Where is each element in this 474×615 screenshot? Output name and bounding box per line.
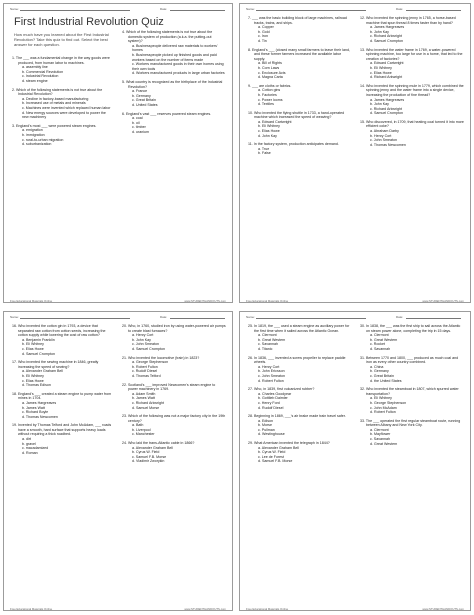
- answer-option[interactable]: c. timber: [132, 125, 146, 130]
- answer-option[interactable]: a. Alexander Graham Bell: [258, 445, 299, 450]
- question-column: [122, 324, 226, 468]
- question-item: [360, 84, 464, 116]
- answer-option[interactable]: b. Germany: [370, 369, 389, 374]
- question-item: [248, 324, 350, 352]
- answer-option[interactable]: d. Thomas Telford: [132, 373, 161, 378]
- answer-option[interactable]: d. Great Western: [370, 441, 398, 446]
- question-text: 24. Who laid the trans-Atlantic cable in 1866?: [122, 441, 195, 446]
- answer-option[interactable]: b. Morse: [258, 423, 272, 428]
- answer-option[interactable]: d. United States: [132, 102, 158, 107]
- question-text: 17. Who invented the sewing machine in 1846, greatly increasing the speed of sewing?: [12, 360, 99, 369]
- name-label: Name:: [10, 7, 19, 11]
- question-item: [122, 112, 226, 135]
- answer-option[interactable]: c. Iron: [258, 34, 268, 39]
- question-text: 13. Who invented the water frame in 1769, a water-powered spinning machine, too large for use in a home, that led to the creation of factories?: [360, 47, 463, 61]
- question-item: [122, 324, 226, 352]
- name-line: [256, 318, 366, 319]
- answer-option[interactable]: d. Savannah: [370, 346, 391, 351]
- date-label: Date:: [160, 315, 168, 319]
- footer-right: www.STUDENTHANDOUTS.com: [184, 607, 226, 611]
- answer-option[interactable]: a. Charles Goodyear: [258, 391, 292, 396]
- question-item: [248, 48, 350, 80]
- answer-option[interactable]: d. Robert Fulton: [370, 410, 396, 415]
- answer-option[interactable]: a. assembly line: [22, 65, 48, 70]
- answer-option[interactable]: a. Edward Cartwright: [370, 61, 404, 66]
- answer-option[interactable]: d. Workers manufactured products in large urban factories: [132, 71, 225, 76]
- question-text: 15. Who discovered, in 1709, that heating coal turned it into more efficient coke?: [360, 119, 464, 129]
- question-item: [12, 56, 112, 84]
- question-item: [248, 441, 350, 464]
- answer-option[interactable]: b. Great Western: [258, 337, 286, 342]
- question-text: 8. England's ___ (closed many small farmers to leave their land, and these former farmers increased the available labor supply.: [248, 47, 350, 61]
- answer-option[interactable]: b. James Watt: [22, 405, 45, 410]
- answer-option[interactable]: d. suburbanization: [22, 142, 52, 147]
- question-text: 12. Who invented the spinning jenny in 1765, a horse-based machine that spun thread 8 times faster than by hand?: [360, 16, 456, 25]
- answer-option[interactable]: a. Clermont: [370, 427, 389, 432]
- answer-option[interactable]: a. James Hargreaves: [370, 25, 405, 30]
- answer-option[interactable]: a. Henry Cort: [258, 364, 280, 369]
- question-item: [122, 80, 226, 108]
- answer-option[interactable]: a. emigration: [22, 128, 43, 133]
- question-column: [12, 56, 112, 151]
- answer-option[interactable]: b. James Watt: [132, 396, 155, 401]
- name-line: [20, 318, 130, 319]
- date-label: Date:: [160, 7, 168, 11]
- question-item: [360, 356, 464, 384]
- question-item: [122, 356, 226, 379]
- answer-option[interactable]: c. rural-to-urban migration: [22, 137, 64, 142]
- question-item: [12, 88, 112, 120]
- date-line: [170, 318, 225, 319]
- question-text: 10. Who invented the flying shuttle in 1733, a hand-operated machine which increased the speed of weaving?: [248, 110, 345, 120]
- question-text: 3. England's most ___ were powered steam engines.: [12, 123, 97, 128]
- question-text: 30. In 1838, the ___ was the first ship to sail across the Atlantic on steam power alone, completing the trip in 15 days.: [360, 324, 461, 333]
- date-line: [406, 318, 461, 319]
- answer-option[interactable]: c. Richard Arkwright: [132, 400, 164, 405]
- answer-option[interactable]: a. China: [370, 364, 384, 369]
- footer-left: Free Educational Materials Online: [246, 607, 289, 611]
- name-label: Name:: [10, 315, 19, 319]
- answer-option[interactable]: d. Samuel Morse: [132, 405, 160, 410]
- answer-option[interactable]: d. Samuel F.B. Morse: [258, 459, 293, 464]
- question-item: [360, 387, 464, 415]
- worksheet-page-2: [239, 3, 471, 303]
- question-item: [122, 414, 226, 437]
- answer-option[interactable]: b. Commercial Revolution: [22, 69, 64, 74]
- answer-option[interactable]: c. Richard Arkwright: [370, 34, 402, 39]
- answer-option[interactable]: c. John McAdam: [370, 405, 397, 410]
- answer-option[interactable]: a. Benjamin Franklin: [22, 337, 55, 342]
- answer-option[interactable]: d. Textiles: [258, 102, 274, 107]
- answer-option[interactable]: a. Decline in factory-based manufacturing: [22, 96, 89, 101]
- answer-option[interactable]: a. France: [132, 89, 148, 94]
- answer-option[interactable]: d. Richard Arkwright: [370, 75, 403, 80]
- answer-option[interactable]: b. Factories: [258, 92, 277, 97]
- question-text: 19. Invented by Thomas Telford and John McAdam, ___ roads have a smooth, hard surface that supports heavy loads without requiring a thick roadbed.: [12, 423, 112, 437]
- question-text: 23. Which of the following was not a major factory city in the 19th century?: [122, 414, 226, 423]
- answer-option[interactable]: b. Eli Whitney: [258, 124, 280, 129]
- answer-option[interactable]: c. Samuel F.B. Morse: [132, 454, 167, 459]
- question-column: [12, 324, 114, 459]
- answer-option[interactable]: c. Elias Howe: [22, 346, 44, 351]
- question-text: 21. Who invented the locomotive (train) in 1823?: [122, 355, 200, 360]
- worksheet-page-1: [3, 3, 233, 303]
- answer-option[interactable]: a. Alexander Graham Bell: [132, 445, 173, 450]
- answer-option[interactable]: a. coal: [132, 116, 143, 121]
- question-text: 2. Which of the following statements is not true about the Industrial Revolution?: [12, 87, 103, 97]
- question-item: [248, 84, 350, 107]
- answer-option[interactable]: b. Liverpool: [132, 427, 151, 432]
- question-column: [360, 324, 464, 450]
- answer-option[interactable]: b. John Kay: [370, 29, 389, 34]
- answer-option[interactable]: c. Elias Howe: [22, 378, 44, 383]
- question-text: 18. England's ___ created a steam engine to pump water from mines in 1704.: [12, 391, 112, 401]
- answer-option[interactable]: a. Cotton gins: [258, 88, 281, 93]
- question-item: [248, 111, 350, 139]
- question-text: 5. What country is recognized as the birthplace of the Industrial Revolution?: [122, 79, 223, 89]
- answer-option[interactable]: a. Bill of Rights: [258, 61, 282, 66]
- question-item: [248, 414, 350, 437]
- question-item: [12, 124, 112, 147]
- question-item: [122, 441, 226, 464]
- question-text: 22. Scotland's ___ improved Newcomen's steam engine to power machinery in 1769.: [122, 382, 216, 392]
- answer-option[interactable]: c. Pullman: [258, 427, 275, 432]
- answer-option[interactable]: b. Mayflower: [370, 432, 391, 437]
- footer-left: Free Educational Materials Online: [246, 299, 289, 303]
- question-text: 29. What American invented the telegraph in 1844?: [248, 441, 330, 446]
- question-text: 1. The ___ was a fundamental change in the way goods were produced, from human labor to machines.: [12, 56, 110, 65]
- footer-right: www.STUDENTHANDOUTS.com: [184, 299, 226, 303]
- answer-option[interactable]: d. Robert Fulton: [258, 378, 284, 383]
- answer-option[interactable]: a. Alexander Graham Bell: [22, 369, 63, 374]
- answer-option[interactable]: c. Rudolf Diesel: [132, 369, 158, 374]
- answer-option[interactable]: c. Elias Howe: [370, 70, 392, 75]
- answer-option[interactable]: d. Thomas Edison: [22, 383, 51, 388]
- answer-option[interactable]: a. Edison: [258, 418, 273, 423]
- answer-option[interactable]: c. Great Britain: [370, 373, 394, 378]
- answer-option[interactable]: b. John Ericsson: [258, 369, 285, 374]
- answer-option[interactable]: a. Businesspeople delivered raw materials to workers' homes: [132, 43, 218, 53]
- question-item: [248, 16, 350, 44]
- answer-option[interactable]: d. uranium: [132, 129, 149, 134]
- answer-option[interactable]: c. Machines were invented which replaced human labor: [22, 105, 111, 110]
- answer-option[interactable]: a. Eli Whitney: [370, 396, 392, 401]
- question-item: [12, 392, 114, 420]
- answer-option[interactable]: a. Henry Cort: [132, 333, 154, 338]
- answer-option[interactable]: c. John Smeaton: [132, 342, 159, 347]
- answer-option[interactable]: b. Germany: [132, 93, 151, 98]
- name-label: Name:: [246, 7, 255, 11]
- question-text: 11. In the factory system, production anticipates demand.: [248, 142, 339, 147]
- answer-option[interactable]: c. Enclosure Acts: [258, 70, 286, 75]
- answer-option[interactable]: c. Savannah: [258, 342, 278, 347]
- name-label: Name:: [246, 315, 255, 319]
- question-text: 6. England's vast ___ reserves powered steam engines.: [122, 111, 212, 116]
- question-item: [12, 423, 114, 455]
- answer-option[interactable]: c. macadamized: [22, 446, 49, 451]
- answer-option[interactable]: c. Manchester: [132, 432, 155, 437]
- answer-option[interactable]: b. Cyrus W. Field: [132, 450, 160, 455]
- name-line: [256, 10, 366, 11]
- date-label: Date:: [396, 7, 404, 11]
- answer-option[interactable]: a. True: [258, 146, 270, 151]
- date-line: [170, 10, 225, 11]
- answer-option[interactable]: c. Great Britain: [132, 98, 156, 103]
- answer-option[interactable]: b. Gottlieb Daimler: [258, 396, 288, 401]
- answer-option[interactable]: b. False: [258, 151, 271, 156]
- answer-option[interactable]: a. Adam Smith: [132, 391, 156, 396]
- answer-option[interactable]: c. John Smeaton: [258, 373, 285, 378]
- question-item: [360, 48, 464, 80]
- question-item: [248, 142, 350, 156]
- question-text: 26. In 1836, ___ invented a screw propeller to replace paddle wheels.: [248, 355, 346, 365]
- answer-option[interactable]: c. Workers manufactured goods in their own homes using their own tools: [132, 62, 224, 71]
- answer-option[interactable]: a. James Hargreaves: [22, 400, 57, 405]
- answer-option[interactable]: b. John Kay: [370, 102, 389, 107]
- answer-option[interactable]: a. Clermont: [370, 333, 389, 338]
- answer-option[interactable]: c. John Smeaton: [370, 138, 397, 143]
- answer-option[interactable]: a. George Stephenson: [132, 360, 169, 365]
- answer-option[interactable]: c. Lee de Forest: [258, 454, 284, 459]
- answer-option[interactable]: b. Cyrus W. Field: [258, 450, 286, 455]
- question-item: [12, 360, 114, 388]
- answer-option[interactable]: d. Thomas Newcomen: [370, 142, 406, 147]
- answer-option[interactable]: a. dirt: [22, 437, 31, 442]
- question-item: [360, 324, 464, 352]
- answer-option[interactable]: c. Richard Boyle: [22, 410, 49, 415]
- answer-option[interactable]: b. Great Western: [370, 337, 398, 342]
- answer-option[interactable]: c. Power looms: [258, 97, 283, 102]
- answer-option[interactable]: d. Westinghouse: [258, 432, 285, 437]
- answer-option[interactable]: d. Vladimir Zworykin: [132, 459, 165, 464]
- answer-option[interactable]: b. immigration: [22, 132, 45, 137]
- answer-option[interactable]: a. Clermont: [258, 333, 277, 338]
- answer-option[interactable]: b. Increased use of metals and minerals: [22, 101, 86, 106]
- answer-option[interactable]: b. oil: [132, 120, 140, 125]
- answer-option[interactable]: d. Tin: [258, 38, 267, 43]
- answer-option[interactable]: d. Thomas Newcomen: [22, 414, 58, 419]
- footer-right: www.STUDENTHANDOUTS.com: [422, 607, 464, 611]
- answer-option[interactable]: d. Samuel Crompton: [370, 38, 403, 43]
- question-column: [122, 30, 226, 138]
- answer-option[interactable]: c. Savannah: [370, 437, 390, 442]
- question-item: [360, 120, 464, 148]
- answer-option[interactable]: c. Richard Arkwright: [370, 106, 402, 111]
- answer-option[interactable]: b. gravel: [22, 441, 36, 446]
- answer-option[interactable]: b. Eli Whitney: [22, 373, 44, 378]
- question-text: 32. Who invented the steamboat in 1807, which spurred water transportation?: [360, 387, 459, 396]
- answer-option[interactable]: a. Edward Cartwright: [258, 119, 292, 124]
- answer-option[interactable]: d. Rudolf Diesel: [258, 405, 284, 410]
- date-line: [406, 10, 461, 11]
- question-text: 16. Who invented the cotton gin in 1793, a device that separated raw cotton from cotton seeds, increasing the cotton supply while lowering the cost of raw cotton?: [12, 324, 106, 338]
- question-item: [360, 16, 464, 44]
- quiz-title: First Industrial Revolution Quiz: [14, 16, 164, 28]
- answer-option[interactable]: c. Industrial Revolution: [22, 74, 59, 79]
- answer-option[interactable]: a. Bath: [132, 423, 144, 428]
- question-text: 27. Who, in 1839, first vulcanized rubber?: [248, 387, 315, 392]
- answer-option[interactable]: b. Gold: [258, 29, 270, 34]
- question-text: 9. ___ are cloths or fabrics.: [248, 83, 292, 88]
- worksheet-page-4: [239, 311, 471, 611]
- answer-option[interactable]: a. Copper: [258, 25, 274, 30]
- answer-option[interactable]: b. Businesspeople picked up finished goods and paid workers based on the number of items made: [132, 52, 217, 62]
- answer-option[interactable]: d. Samuel Crompton: [132, 346, 165, 351]
- answer-option[interactable]: b. Henry Cort: [370, 133, 392, 138]
- question-text: 14. Who invented the spinning mule in 1779, which combined the spinning jenny and the water frame into a single device, increasing the production of fine thread?: [360, 83, 464, 97]
- question-item: [122, 383, 226, 411]
- answer-option[interactable]: b. Corn Laws: [258, 65, 280, 70]
- worksheet-page-3: [3, 311, 233, 611]
- answer-option[interactable]: b. Robert Fulton: [132, 364, 158, 369]
- answer-option[interactable]: d. John Kay: [258, 133, 277, 138]
- question-text: 28. Beginning in 1869, ___'s air brake made train travel safer.: [248, 414, 346, 419]
- answer-option[interactable]: c. Rocket: [370, 342, 385, 347]
- answer-option[interactable]: d. Samuel Crompton: [22, 351, 55, 356]
- answer-option[interactable]: b. Eli Whitney: [22, 342, 44, 347]
- answer-option[interactable]: b. Eli Whitney: [370, 65, 392, 70]
- question-item: [248, 356, 350, 384]
- answer-option[interactable]: d. Samuel Crompton: [370, 111, 403, 116]
- question-text: 25. In 1819, the ___ used a steam engine as auxiliary power for the first time when it sailed across the Atlantic Ocean.: [248, 324, 350, 333]
- question-column: [248, 16, 350, 160]
- question-item: [12, 324, 114, 356]
- answer-option[interactable]: d. Magna Carta: [258, 75, 283, 80]
- answer-option[interactable]: a. James Hargreaves: [370, 97, 405, 102]
- footer-left: Free Educational Materials Online: [10, 299, 53, 303]
- footer-right: www.STUDENTHANDOUTS.com: [422, 299, 464, 303]
- name-line: [20, 10, 130, 11]
- date-label: Date:: [396, 315, 404, 319]
- question-text: 31. Between 1770 and 1800, ___ produced as much coal and iron as every other country combined.: [360, 355, 459, 365]
- answer-option[interactable]: d. the United States: [370, 378, 402, 383]
- instructions: How much have you learned about the First Industrial Revolution? Take this quiz to find out. Select the best answer for each question.: [14, 32, 109, 47]
- answer-option[interactable]: c. Elias Howe: [258, 129, 280, 134]
- question-item: [122, 30, 226, 76]
- question-text: 33. The ___ operated the first regular steamboat route, running between Albany and New York City.: [360, 418, 461, 428]
- question-text: 4. Which of the following statements is not true about the domestic system of production (a.k.a. the putting-out system)?: [122, 30, 213, 44]
- answer-option[interactable]: c. Henry Ford: [258, 400, 280, 405]
- question-item: [248, 387, 350, 410]
- footer-left: Free Educational Materials Online: [10, 607, 53, 611]
- answer-option[interactable]: d. steam engine: [22, 78, 48, 83]
- question-text: 7. ___ was the basic building block of large machines, railroad tracks, trains, and ships.: [248, 16, 347, 25]
- question-item: [360, 419, 464, 447]
- answer-option[interactable]: d. Titanic: [258, 346, 273, 351]
- question-column: [360, 16, 464, 151]
- answer-option[interactable]: a. Abraham Darby: [370, 129, 399, 134]
- answer-option[interactable]: b. George Stephenson: [370, 400, 407, 405]
- question-text: 20. Who, in 1760, studied iron by using water-powered air pumps to create blast furnaces?: [122, 324, 226, 333]
- answer-option[interactable]: d. Roman: [22, 450, 38, 455]
- answer-option[interactable]: b. John Kay: [132, 337, 151, 342]
- question-column: [248, 324, 350, 468]
- answer-option[interactable]: d. New energy sources were developed to power the new machinery: [22, 110, 106, 120]
